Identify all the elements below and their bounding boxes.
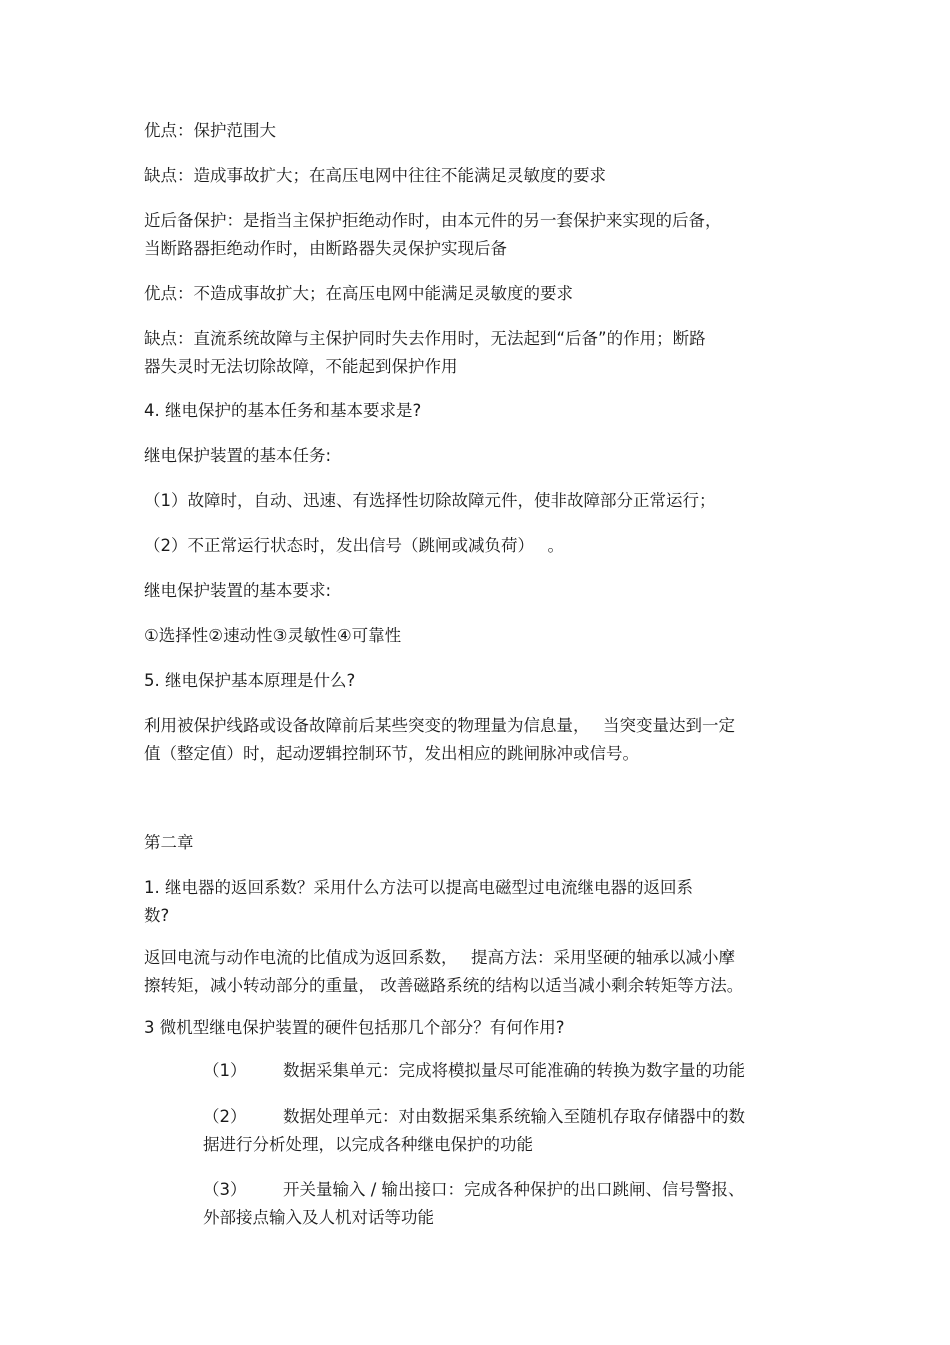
chapter-2-heading [144, 829, 194, 857]
disadvantage-far-backup [144, 162, 606, 190]
text-line: 第二章 [144, 833, 194, 852]
question-2-3 [144, 1014, 565, 1042]
question-2-1 [144, 874, 693, 930]
text-line: 缺点：造成事故扩大；在高压电网中往往不能满足灵敏度的要求 [144, 166, 606, 185]
near-backup-definition [144, 207, 722, 263]
text-line: （1）故障时，自动、迅速、有选择性切除故障元件，使非故障部分正常运行； [144, 491, 716, 510]
text-line: 3 微机型继电保护装置的硬件包括那几个部分？有何作用? [144, 1018, 565, 1037]
hardware-item-1 [203, 1057, 745, 1085]
text-line: 当断路器拒绝动作时，由断路器失灵保护实现后备 [144, 239, 507, 258]
text-line: 数据采集单元：完成将模拟量尽可能准确的转换为数字量的功能 [283, 1061, 745, 1080]
text-line: 继电保护装置的基本要求: [144, 581, 332, 600]
text-line: 5. 继电保护基本原理是什么? [144, 671, 356, 690]
basic-task-2 [144, 532, 564, 560]
item-number: （1） [203, 1061, 247, 1080]
text-line: 4. 继电保护的基本任务和基本要求是? [144, 401, 422, 420]
advantage-near-backup [144, 280, 573, 308]
disadvantage-near-backup [144, 325, 706, 381]
question-4 [144, 397, 421, 425]
hardware-item-2 [203, 1103, 745, 1159]
text-line: 数? [144, 906, 170, 925]
text-line: （2）不正常运行状态时，发出信号（跳闸或减负荷） 。 [144, 536, 564, 555]
question-5 [144, 667, 355, 695]
basic-task-1 [144, 487, 716, 515]
text-line: ①选择性②速动性③灵敏性④可靠性 [144, 626, 402, 645]
text-line: 返回电流与动作电流的比值成为返回系数， 提高方法：采用坚硬的轴承以减小摩 [144, 948, 735, 967]
item-number: （3） [203, 1180, 247, 1199]
text-line: 数据处理单元：对由数据采集系统输入至随机存取存储器中的数 [283, 1107, 745, 1126]
text-line: 开关量输入 / 输出接口：完成各种保护的出口跳闸、信号警报、 [283, 1180, 745, 1199]
text-line: 缺点：直流系统故障与主保护同时失去作用时，无法起到“后备”的作用；断路 [144, 329, 706, 348]
text-line: 近后备保护：是指当主保护拒绝动作时，由本元件的另一套保护来实现的后备， [144, 211, 722, 230]
item-number: （2） [203, 1107, 247, 1126]
basic-tasks-heading [144, 442, 331, 470]
text-line: 据进行分析处理，以完成各种继电保护的功能 [203, 1135, 533, 1154]
text-line: 值（整定值）时，起动逻辑控制环节，发出相应的跳闸脉冲或信号。 [144, 744, 639, 763]
basic-requirements-list [144, 622, 401, 650]
text-line: 外部接点输入及人机对话等功能 [203, 1208, 434, 1227]
return-coefficient-answer [144, 944, 743, 1000]
text-line: 擦转矩，减小转动部分的重量， 改善磁路系统的结构以适当减小剩余转矩等方法。 [144, 976, 744, 995]
text-line: 利用被保护线路或设备故障前后某些突变的物理量为信息量， 当突变量达到一定 [144, 716, 735, 735]
hardware-item-3 [203, 1176, 745, 1232]
text-line: 优点：保护范围大 [144, 121, 276, 140]
text-line: 优点：不造成事故扩大；在高压电网中能满足灵敏度的要求 [144, 284, 573, 303]
text-line: 器失灵时无法切除故障，不能起到保护作用 [144, 357, 458, 376]
text-line: 1. 继电器的返回系数？采用什么方法可以提高电磁型过电流继电器的返回系 [144, 878, 693, 897]
advantage-far-backup [144, 117, 276, 145]
text-line: 继电保护装置的基本任务: [144, 446, 332, 465]
basic-principle-answer [144, 712, 735, 768]
basic-requirements-heading [144, 577, 331, 605]
